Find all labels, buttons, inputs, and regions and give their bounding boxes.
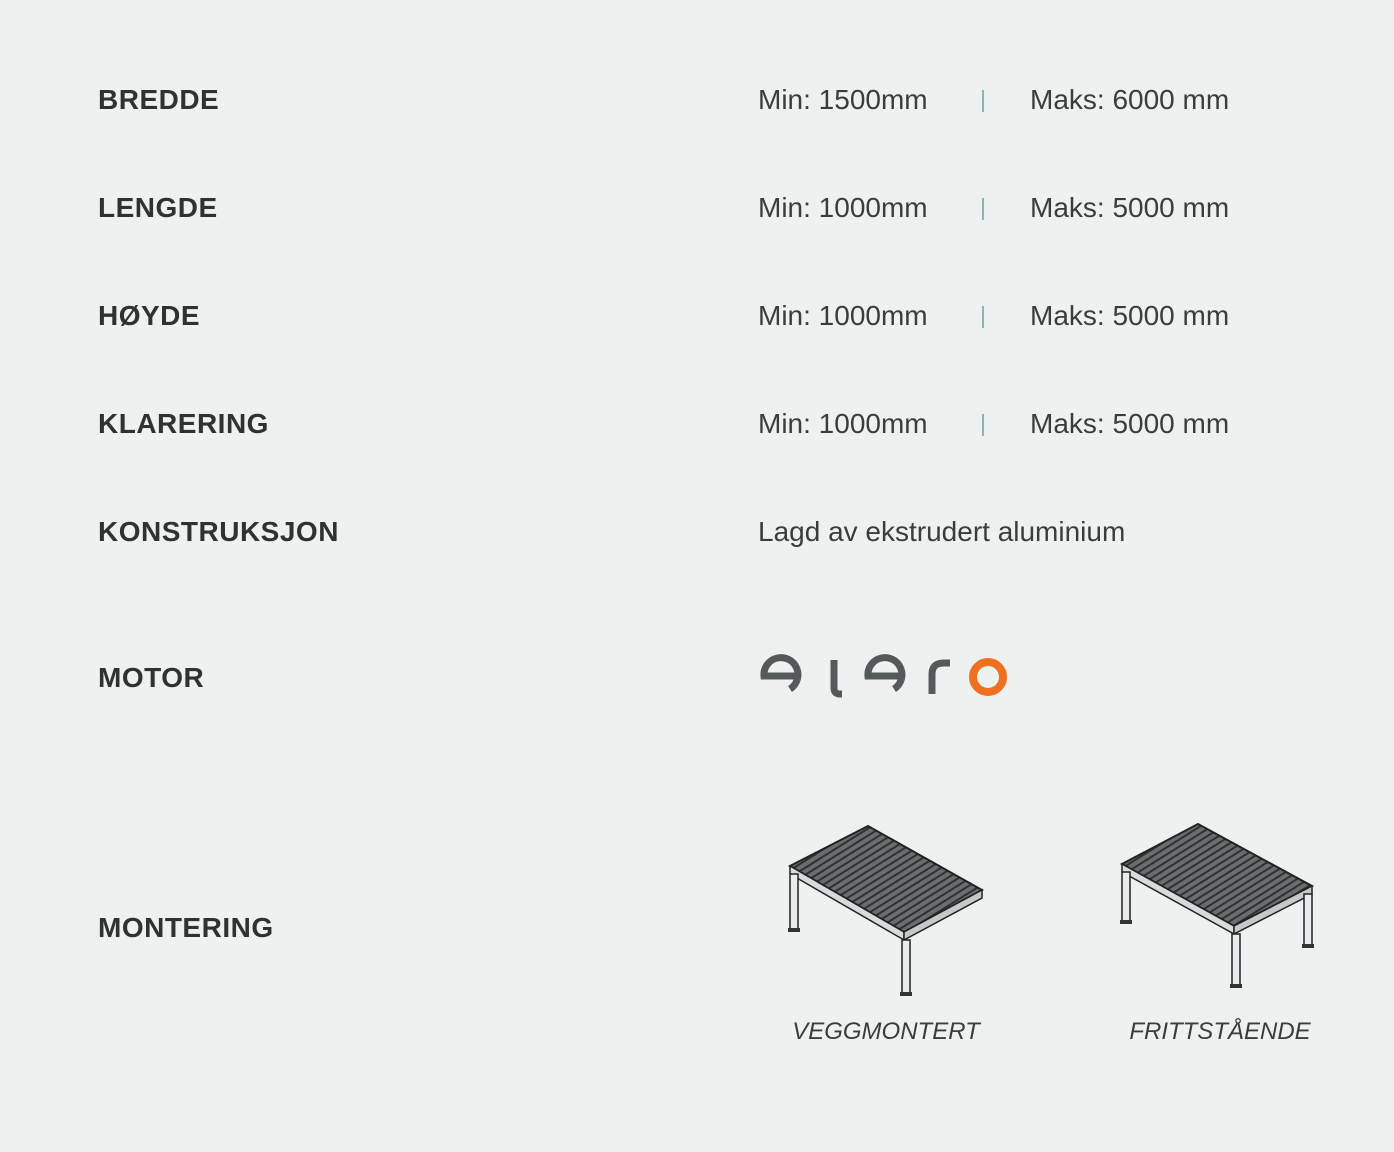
separator bbox=[982, 414, 984, 436]
spec-label-clearance: KLARERING bbox=[98, 408, 269, 439]
spec-max-length: Maks: 5000 mm bbox=[1030, 192, 1230, 223]
spec-min-clearance: Min: 1000mm bbox=[758, 408, 928, 439]
separator bbox=[982, 198, 984, 220]
spec-min-width: Min: 1500mm bbox=[758, 84, 928, 115]
spec-min-height: Min: 1000mm bbox=[758, 300, 928, 331]
spec-label-width: BREDDE bbox=[98, 84, 220, 115]
spec-max-width: Maks: 6000 mm bbox=[1030, 84, 1230, 115]
separator bbox=[982, 306, 984, 328]
spec-label-motor: MOTOR bbox=[98, 662, 205, 693]
spec-value-construction: Lagd av ekstrudert aluminium bbox=[758, 516, 1126, 547]
spec-label-height: HØYDE bbox=[98, 300, 201, 331]
spec-label-length: LENGDE bbox=[98, 192, 218, 223]
wall-mounted-pergola-icon bbox=[786, 822, 986, 1000]
mounting-caption-freestanding: FRITTSTÅENDE bbox=[1129, 1018, 1311, 1045]
separator bbox=[982, 90, 984, 112]
mounting-caption-wall: VEGGMONTERT bbox=[792, 1018, 980, 1045]
spec-label-mounting: MONTERING bbox=[98, 912, 274, 943]
spec-label-construction: KONSTRUKSJON bbox=[98, 516, 339, 547]
elero-logo bbox=[760, 656, 1010, 698]
spec-min-length: Min: 1000mm bbox=[758, 192, 928, 223]
spec-max-clearance: Maks: 5000 mm bbox=[1030, 408, 1230, 439]
spec-max-height: Maks: 5000 mm bbox=[1030, 300, 1230, 331]
freestanding-pergola-icon bbox=[1118, 820, 1318, 994]
